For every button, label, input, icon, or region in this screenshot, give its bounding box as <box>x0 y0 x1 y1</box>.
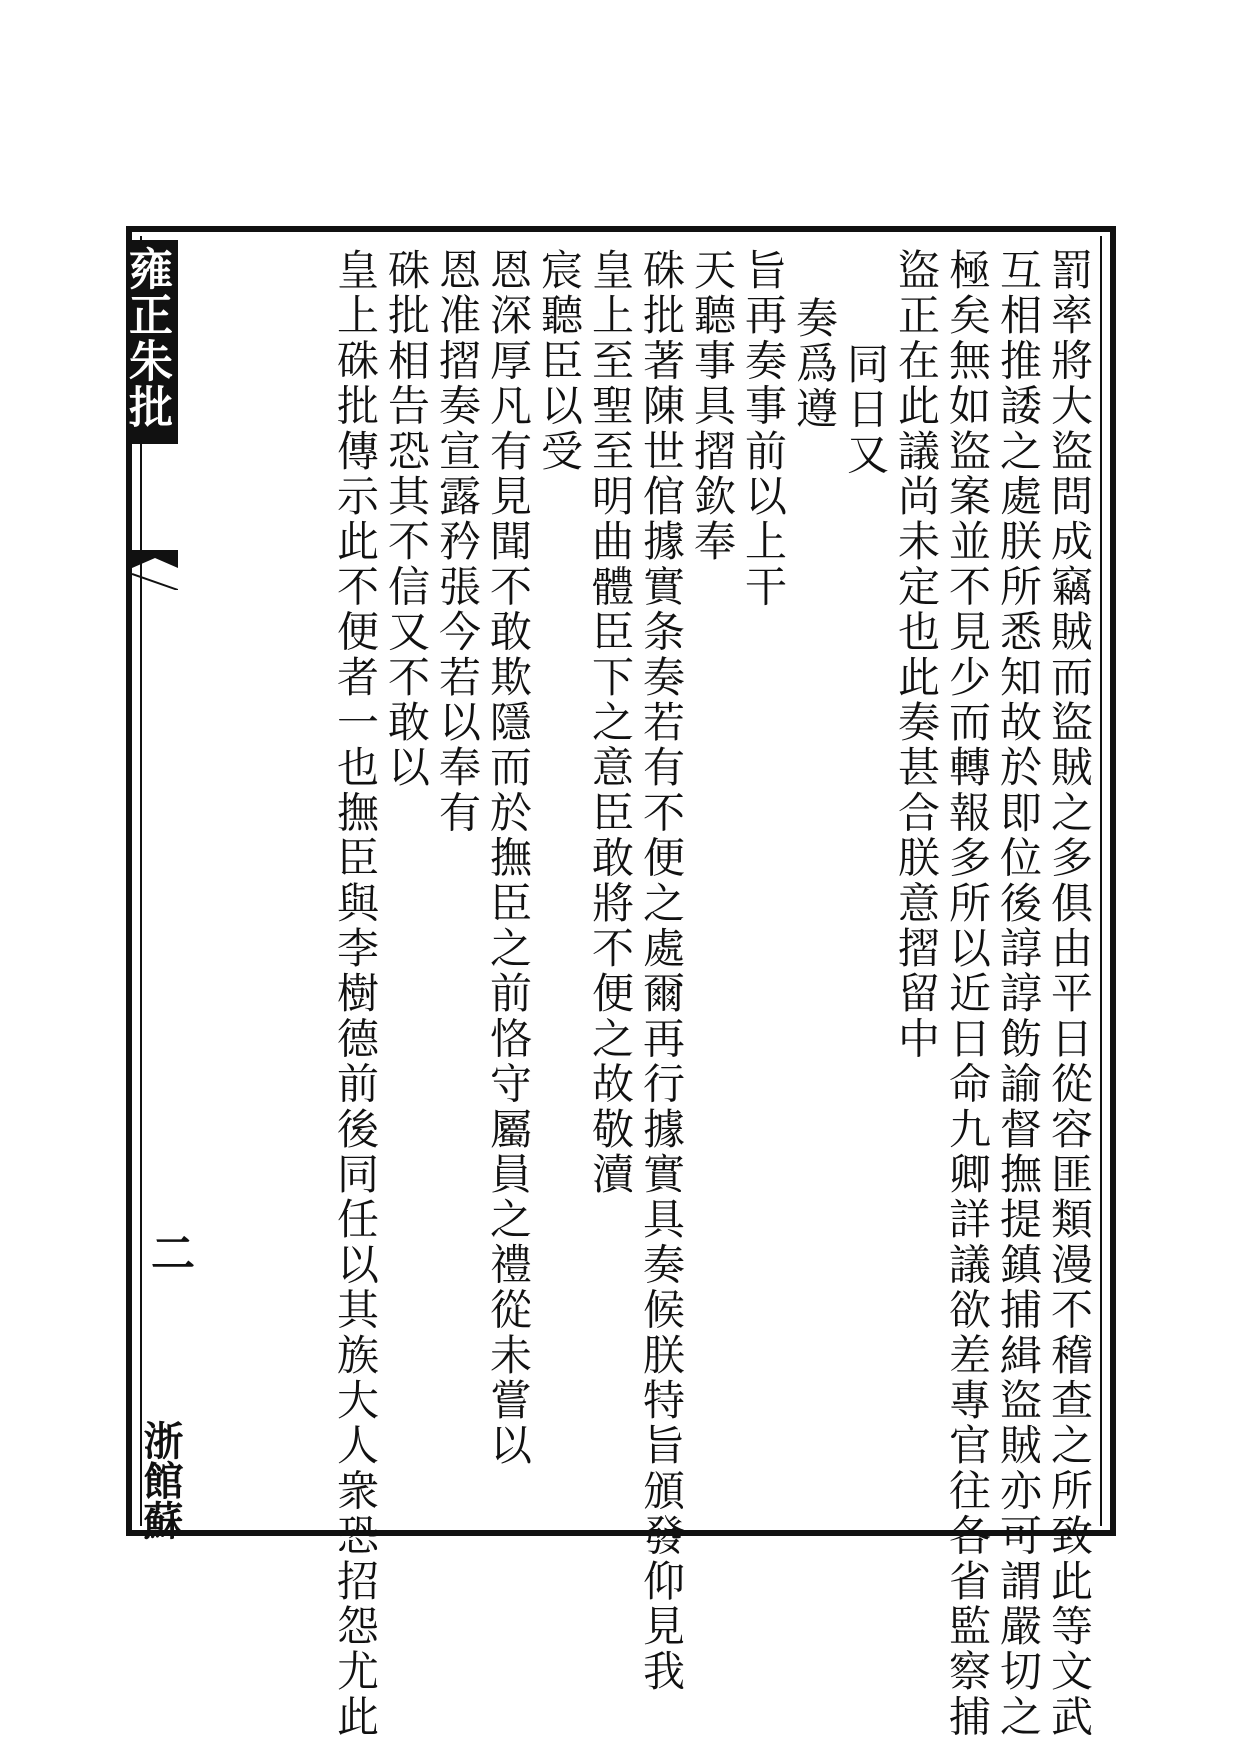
text-column-12: 恩深厚凡有見聞不敢欺隱而於撫臣之前恪守屬員之禮從未嘗以 <box>484 248 533 1469</box>
text-column-4: 盜正在此議尚未定也此奏甚合朕意摺留中 <box>892 248 941 1062</box>
text-column-1: 罰率將大盜問成竊賊而盜賊之多俱由平日從容匪類漫不稽查之所致此等文武 <box>1045 248 1094 1740</box>
text-column-7: 旨再奏事前以上干 <box>739 248 788 610</box>
text-column-6: 奏爲遵 <box>790 296 839 432</box>
press-name: 浙館蘇 <box>137 1420 184 1540</box>
text-column-11: 宸聽臣以受 <box>535 248 584 474</box>
text-columns <box>190 248 1094 1740</box>
text-column-8: 天聽事具摺欽奉 <box>688 248 737 565</box>
page-number: 二 <box>143 1230 194 1274</box>
text-column-13: 恩准摺奏宣露矜張今若以奉有 <box>433 248 482 836</box>
text-column-15: 皇上硃批傳示此不便者一也撫臣與李樹德前後同任以其族大人衆恐招怨尤此 <box>331 248 380 1740</box>
text-column-2: 互相推諉之處朕所悉知故於即位後諄諄飭諭督撫提鎮捕緝盜賊亦可謂嚴切之 <box>994 248 1043 1740</box>
text-column-3: 極矣無如盜案並不見少而轉報多所以近日命九卿詳議欲差專官往各省監察捕 <box>943 248 992 1740</box>
text-column-10: 皇上至聖至明曲體臣下之意臣敢將不便之故敬瀆 <box>586 248 635 1198</box>
text-column-14: 硃批相告恐其不信又不敢以 <box>382 248 431 791</box>
margin-title: 雍正朱批 <box>132 240 178 444</box>
text-column-9: 硃批著陳世倌據實条奏若有不便之處爾再行據實具奏候朕特旨頒發仰見我 <box>637 248 686 1695</box>
fish-tail-mark <box>132 550 178 590</box>
text-column-5: 同日又 <box>841 342 890 478</box>
